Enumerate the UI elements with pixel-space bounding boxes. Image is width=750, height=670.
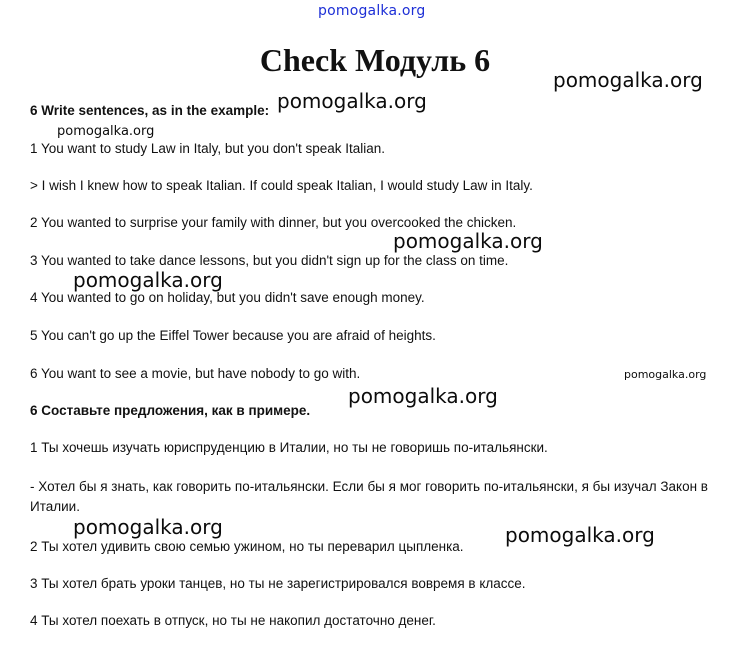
watermark: pomogalka.org bbox=[57, 124, 155, 139]
english-sentence-5: 5 You can't go up the Eiffel Tower because you are afraid of heights. bbox=[30, 328, 436, 343]
russian-sentence-2: 2 Ты хотел удивить свою семью ужином, но ты переварил цыпленка. bbox=[30, 539, 464, 554]
russian-sentence-4: 4 Ты хотел поехать в отпуск, но ты не накопил достаточно денег. bbox=[30, 613, 436, 628]
english-task-heading: 6 Write sentences, as in the example: bbox=[30, 103, 270, 118]
watermark: pomogalka.org bbox=[505, 523, 655, 547]
watermark: pomogalka.org bbox=[277, 89, 427, 113]
russian-sentence-3: 3 Ты хотел брать уроки танцев, но ты не зарегистрировался вовремя в классе. bbox=[30, 576, 526, 591]
watermark: pomogalka.org bbox=[553, 68, 703, 92]
russian-sentence-1: 1 Ты хочешь изучать юриспруденцию в Италии, но ты не говоришь по-итальянски. bbox=[30, 440, 548, 455]
english-sentence-1: 1 You want to study Law in Italy, but you don't speak Italian. bbox=[30, 141, 386, 156]
english-sentence-3: 3 You wanted to take dance lessons, but you didn't sign up for the class on time. bbox=[30, 253, 509, 268]
watermark: pomogalka.org bbox=[624, 368, 707, 381]
english-sentence-6: 6 You want to see a movie, but have nobody to go with. bbox=[30, 366, 361, 381]
page-title: Check Модуль 6 bbox=[259, 42, 491, 78]
watermark: pomogalka.org bbox=[348, 384, 498, 408]
english-example-answer: > I wish I knew how to speak Italian. If could speak Italian, I would study Law in Italy. bbox=[30, 178, 533, 193]
russian-example-answer: - Хотел бы я знать, как говорить по-итальянски. Если бы я мог говорить по-итальянски, я бы изучал Закон в Италии. bbox=[30, 479, 708, 514]
watermark: pomogalka.org bbox=[393, 229, 543, 253]
english-sentence-2: 2 You wanted to surprise your family with dinner, but you overcooked the chicken. bbox=[30, 215, 517, 230]
english-sentence-4: 4 You wanted to go on holiday, but you didn't save enough money. bbox=[30, 290, 425, 305]
watermark: pomogalka.org bbox=[73, 268, 223, 292]
site-header-link[interactable]: pomogalka.org bbox=[318, 3, 426, 19]
watermark: pomogalka.org bbox=[73, 515, 223, 539]
russian-task-heading: 6 Составьте предложения, как в примере. bbox=[30, 403, 311, 418]
